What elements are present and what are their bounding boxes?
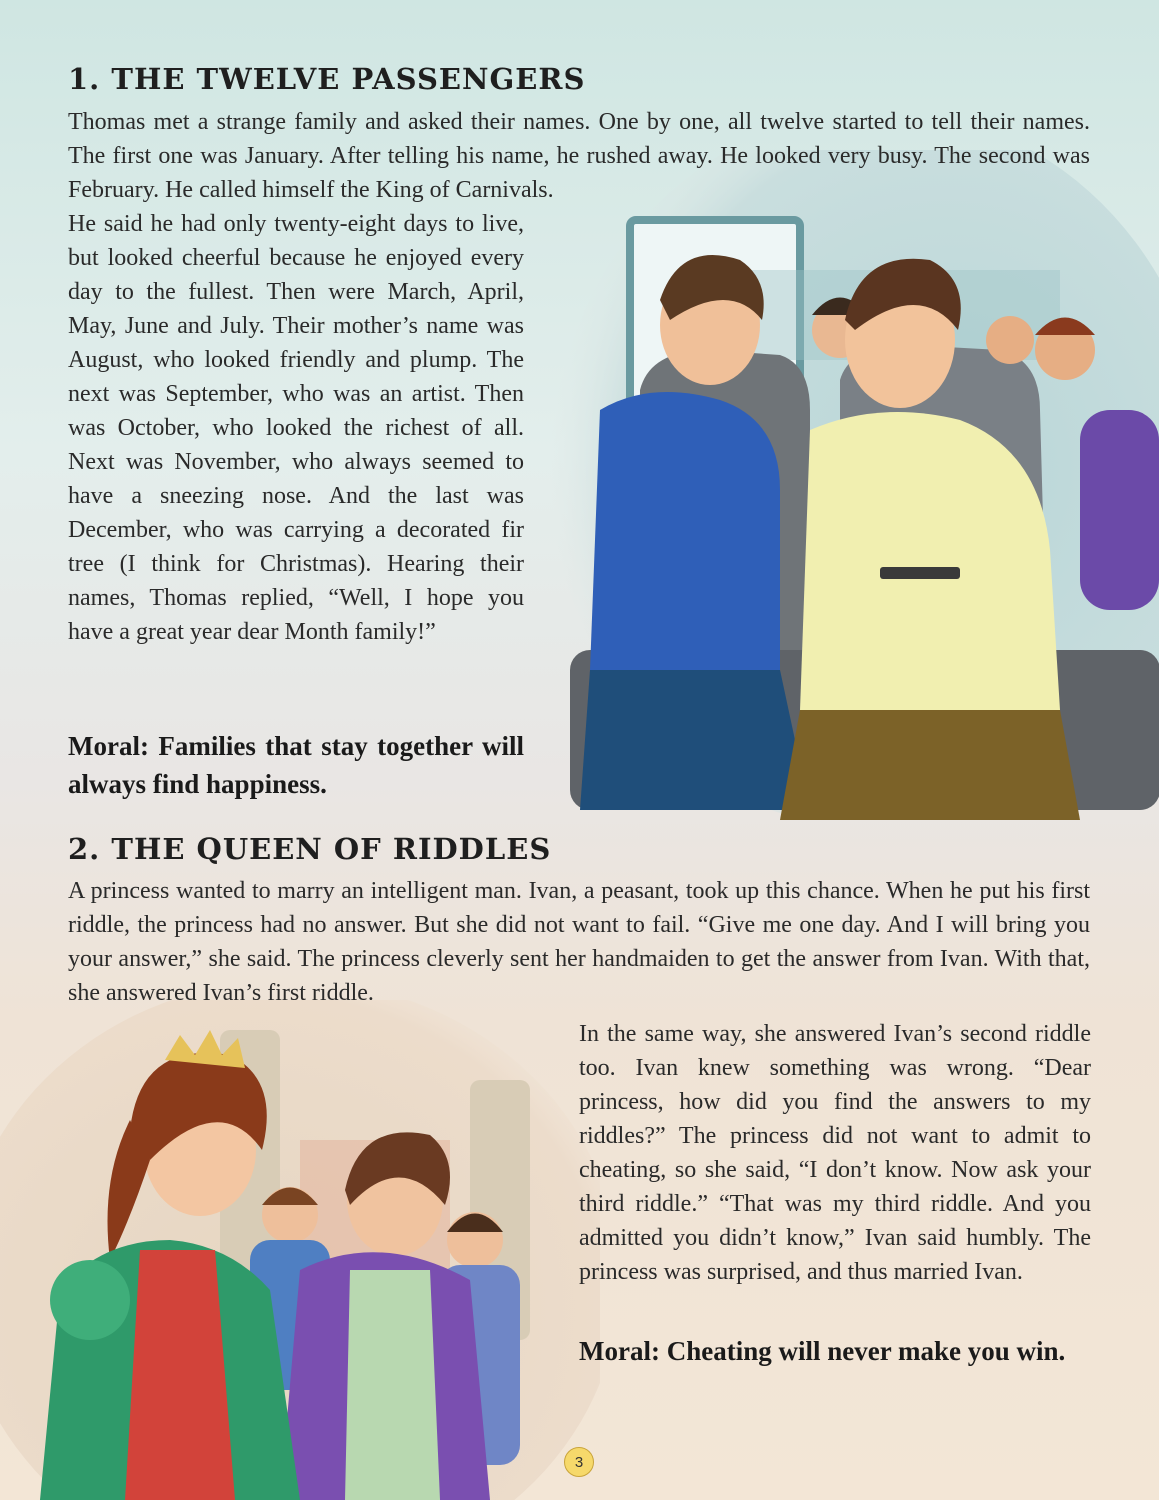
train-passengers-illustration: [480, 150, 1159, 820]
story-moral: Moral: Cheating will never make you win.: [579, 1336, 1066, 1366]
story-title: 1. THE TWELVE PASSENGERS: [68, 62, 586, 96]
princess-palace-illustration: [0, 1000, 600, 1500]
story-paragraph: A princess wanted to marry an intelligent man. Ivan, a peasant, took up this chance. When he put his first riddle, the princess had no answer. But she did not want to fail. “Give me one day. And I will bring you your answer,” she said. The princess cleverly sent her handmaiden to get the answer from Ivan. With that, she answered Ivan’s first riddle.: [68, 878, 1090, 1006]
page-number-badge: 3: [564, 1447, 594, 1477]
story-moral: Moral: Families that stay together will always find happiness.: [68, 731, 524, 799]
story-paragraph: In the same way, she answered Ivan’s second riddle too. Ivan knew something was wrong. “Dear princess, how did you find the answers to my riddles?” The princess did not want to admit to cheating, so she said, “I don’t know. Now ask your third riddle.” “That was my third riddle. And you admitted you didn’t know,” Ivan said humbly. The princess was surprised, and thus married Ivan.: [579, 1021, 1091, 1285]
story-title: 2. THE QUEEN OF RIDDLES: [68, 832, 552, 866]
story-paragraph: Thomas met a strange family and asked their names. One by one, all twelve started to tell their names. The first one was January. After telling his name, he rushed away. He looked very busy. The second was February. He called himself the King of Carnivals.: [68, 109, 1090, 203]
story-paragraph: He said he had only twenty-eight days to live, but looked cheerful because he enjoyed every day to the fullest. Then were March, April, May, June and July. Their mother’s name was August, who looked friendly and plump. The next was September, who was an artist. Then was October, who looked the richest of all. Next was November, who always seemed to have a sneezing nose. And the last was December, who was carrying a decorated fir tree (I think for Christmas). Hearing their names, Thomas replied, “Well, I hope you have a great year dear Month family!”: [68, 211, 524, 645]
